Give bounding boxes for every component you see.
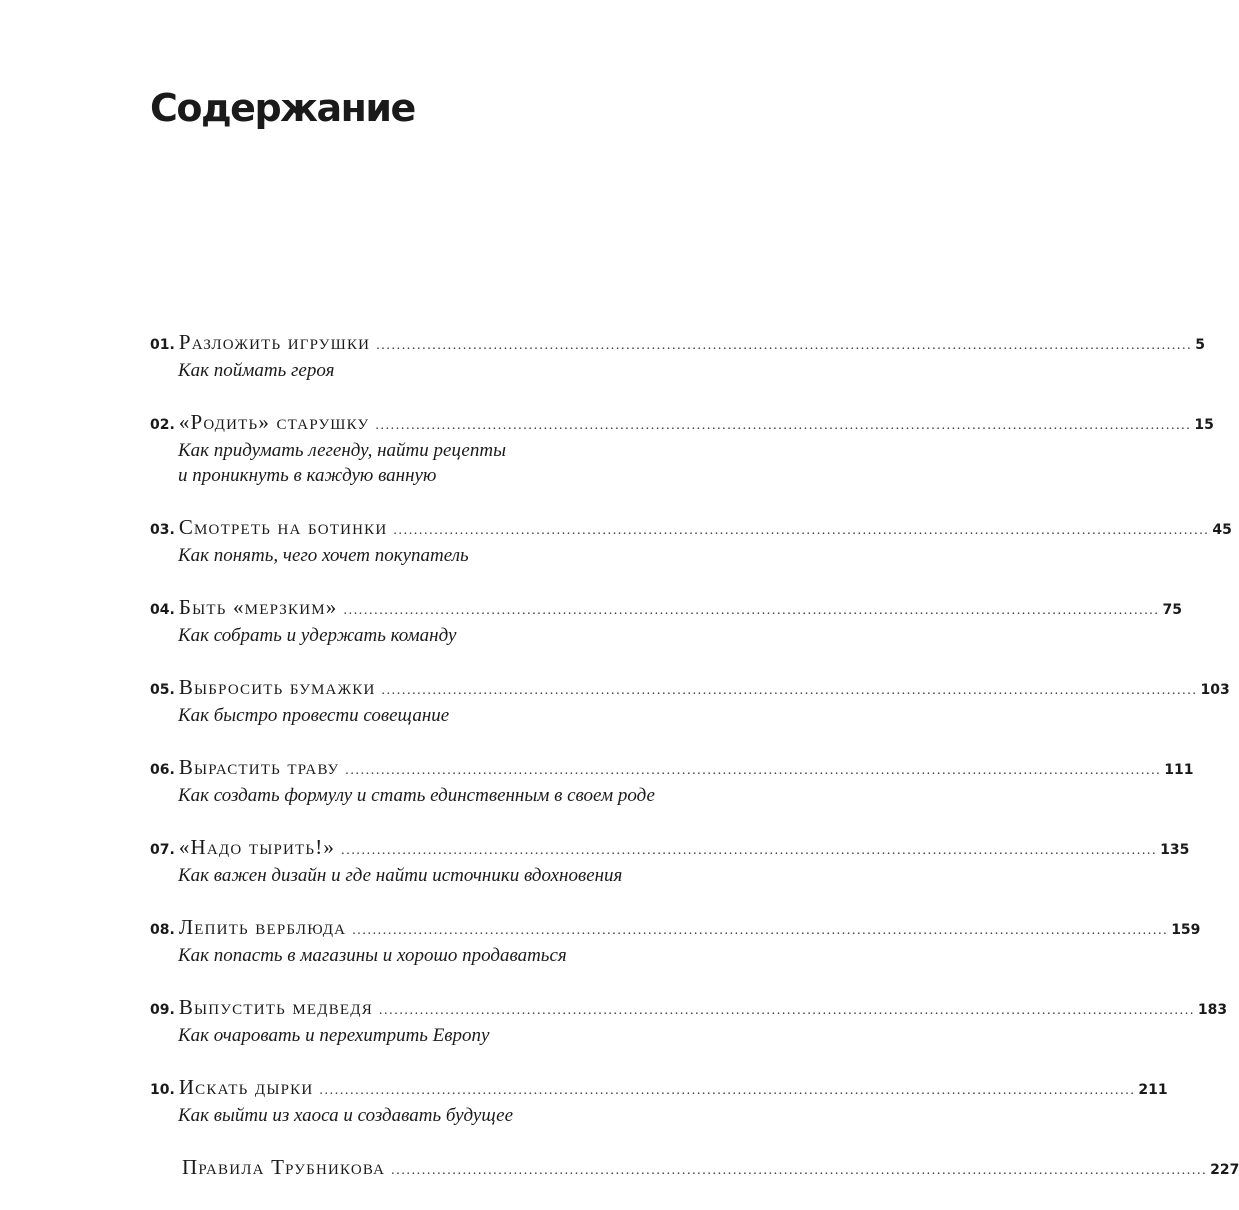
toc-entry-07[interactable]: [150, 835, 1190, 888]
chapter-subtitle: Как понять, чего хочет покупатель: [178, 545, 469, 566]
dot-leader: ................................................................................................................................................................: [378, 1003, 1195, 1018]
chapter-number: 08.: [150, 922, 175, 938]
dot-leader: ................................................................................................................................................................: [352, 923, 1169, 938]
page-number: 45: [1212, 522, 1232, 538]
toc-line: [150, 515, 1232, 543]
toc-entry-03[interactable]: [150, 515, 1232, 568]
dot-leader: ................................................................................................................................................................: [393, 523, 1210, 538]
toc-entry-rules[interactable]: [150, 1155, 1239, 1183]
chapter-number: 02.: [150, 417, 175, 433]
chapter-subtitle: и проникнуть в каждую ванную: [178, 465, 437, 486]
chapter-number: 03.: [150, 522, 175, 538]
chapter-subtitle: Как придумать легенду, найти рецепты: [178, 440, 506, 461]
dot-leader: ................................................................................................................................................................: [319, 1083, 1136, 1098]
toc-line: [150, 1155, 1239, 1183]
toc-line: [150, 675, 1230, 703]
page-number: 135: [1160, 842, 1190, 858]
toc-entry-04[interactable]: [150, 595, 1182, 648]
chapter-subtitle: Как создать формулу и стать единственным в своем роде: [178, 785, 655, 806]
table-of-contents: [150, 330, 1239, 1210]
toc-entry-06[interactable]: [150, 755, 1194, 808]
toc-entry-05[interactable]: [150, 675, 1230, 728]
page-number: 183: [1197, 1002, 1228, 1018]
chapter-subtitle: Как очаровать и перехитрить Европу: [178, 1025, 490, 1046]
toc-entry-09[interactable]: [150, 995, 1228, 1048]
chapter-title: Правила Трубникова: [182, 1155, 386, 1179]
toc-entry-10[interactable]: [150, 1075, 1168, 1128]
dot-leader: ................................................................................................................................................................: [341, 843, 1158, 858]
toc-line: [150, 915, 1201, 943]
page-title: Содержание: [150, 86, 415, 130]
chapter-number: 04.: [150, 602, 175, 618]
chapter-title: Разложить игрушки: [178, 330, 371, 354]
chapter-number: 05.: [150, 682, 175, 698]
chapter-title: «Надо тырить!»: [178, 835, 336, 859]
chapter-title: Искать дырки: [178, 1075, 314, 1099]
toc-line: [150, 835, 1190, 863]
toc-line: [150, 595, 1182, 623]
page-number: 15: [1194, 417, 1214, 433]
toc-line: [150, 330, 1205, 358]
page-number: 227: [1210, 1162, 1239, 1178]
toc-line: [150, 1075, 1168, 1103]
toc-line: [150, 995, 1228, 1023]
chapter-subtitle: Как собрать и удержать команду: [178, 625, 457, 646]
chapter-number: 07.: [150, 842, 175, 858]
toc-line: [150, 755, 1194, 783]
chapter-title: Выбросить бумажки: [178, 675, 376, 699]
toc-line: [150, 410, 1214, 438]
dot-leader: ................................................................................................................................................................: [381, 683, 1198, 698]
chapter-subtitle: Как попасть в магазины и хорошо продаваться: [178, 945, 567, 966]
page-number: 103: [1200, 682, 1230, 698]
chapter-title: Смотреть на ботинки: [178, 515, 388, 539]
chapter-subtitle: Как выйти из хаоса и создавать будущее: [178, 1105, 514, 1126]
chapter-title: Выпустить медведя: [178, 995, 373, 1019]
dot-leader: ................................................................................................................................................................: [375, 418, 1192, 433]
chapter-title: Быть «мерзким»: [178, 595, 338, 619]
dot-leader: ................................................................................................................................................................: [343, 603, 1160, 618]
chapter-subtitle: Как быстро провести совещание: [178, 705, 450, 726]
dot-leader: ................................................................................................................................................................: [376, 338, 1193, 353]
chapter-subtitle: Как поймать героя: [178, 360, 335, 381]
chapter-title: Лепить верблюда: [178, 915, 347, 939]
chapter-title: Вырастить траву: [178, 755, 340, 779]
chapter-subtitle: Как важен дизайн и где найти источники вдохновения: [178, 865, 623, 886]
toc-entry-08[interactable]: [150, 915, 1201, 968]
toc-entry-01[interactable]: [150, 330, 1205, 383]
page-number: 211: [1138, 1082, 1168, 1098]
dot-leader: ................................................................................................................................................................: [345, 763, 1162, 778]
page-number: 111: [1164, 762, 1194, 778]
dot-leader: ................................................................................................................................................................: [391, 1163, 1208, 1178]
toc-entry-02[interactable]: [150, 410, 1214, 488]
page-number: 159: [1171, 922, 1201, 938]
page-number: 5: [1195, 337, 1205, 353]
chapter-number: 10.: [150, 1082, 175, 1098]
page-number: 75: [1162, 602, 1182, 618]
chapter-number: 06.: [150, 762, 175, 778]
chapter-number: 09.: [150, 1002, 175, 1018]
chapter-number: 01.: [150, 337, 175, 353]
chapter-title: «Родить» старушку: [178, 410, 370, 434]
